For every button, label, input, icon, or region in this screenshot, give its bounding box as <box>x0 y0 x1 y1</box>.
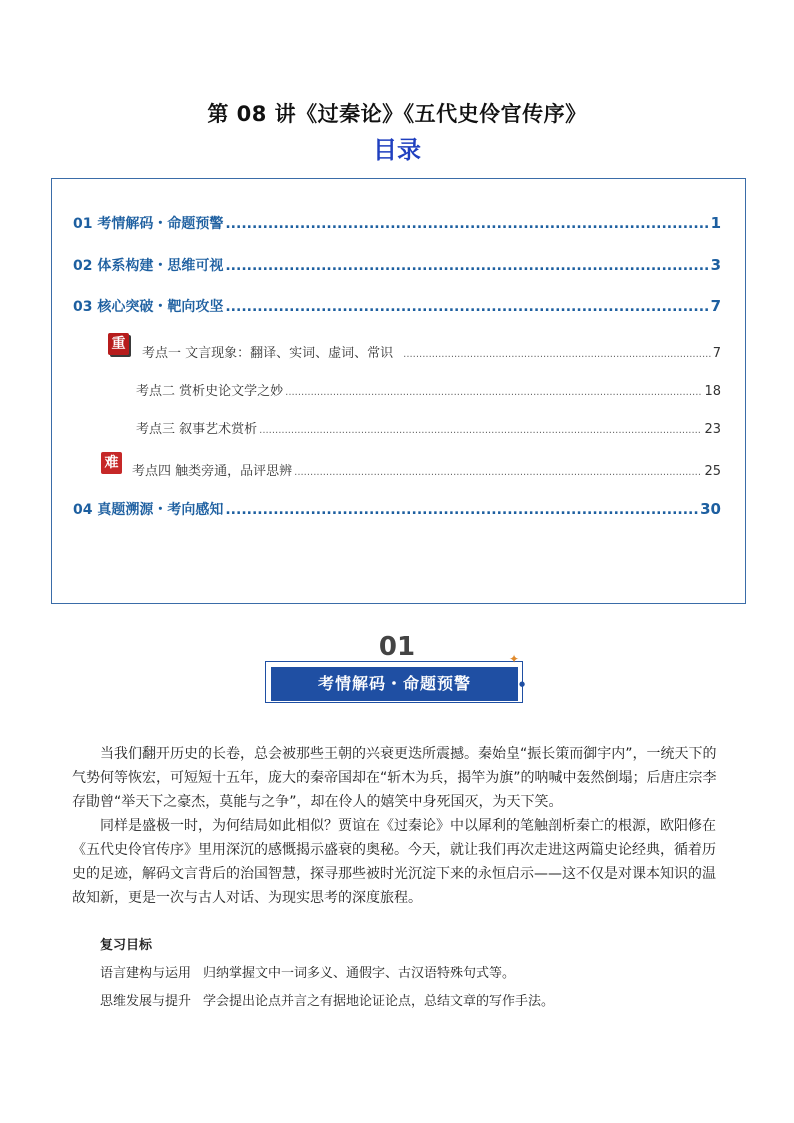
toc-item-02[interactable] <box>73 255 721 275</box>
sparkle-icon: ✦ <box>509 652 520 666</box>
review-goals-heading: 复习目标 <box>100 938 153 953</box>
toc-leader-dots <box>225 502 698 518</box>
toc-item-label: 01 考情解码・命题预警 <box>73 216 224 232</box>
toc-item-page: 30 <box>700 500 721 518</box>
page-title: 第 08 讲《过秦论》《五代史伶官传序》 <box>207 102 587 126</box>
review-goal-2 <box>100 990 554 1009</box>
toc-item-label: 考点一 文言现象：翻译、实词、虚词、常识 <box>142 346 394 361</box>
toc-item-04[interactable] <box>73 499 721 519</box>
section-banner: 考情解码・命题预警 <box>271 667 518 701</box>
toc-leader-dots <box>225 299 708 315</box>
toc-item-label: 04 真题溯源・考向感知 <box>73 502 224 518</box>
toc-item-page: 18 <box>704 384 721 399</box>
toc-item-01[interactable] <box>73 213 721 233</box>
toc-item-03[interactable] <box>73 296 721 316</box>
difficult-point-badge: 难 <box>101 452 122 474</box>
toc-item-page: 25 <box>704 464 721 479</box>
section-number: 01 <box>378 632 416 662</box>
toc-item-label: 03 核心突破・靶向攻坚 <box>73 299 224 315</box>
toc-item-label: 02 体系构建・思维可视 <box>73 258 224 274</box>
toc-leader-dots <box>403 349 711 360</box>
toc-subitem-2[interactable] <box>136 380 721 399</box>
toc-subitem-3[interactable] <box>136 418 721 437</box>
toc-leader-dots <box>259 425 702 436</box>
toc-item-label: 考点二 赏析史论文学之妙 <box>136 384 284 399</box>
toc-item-page: 1 <box>710 214 721 232</box>
toc-subitem-4[interactable] <box>132 460 721 479</box>
toc-item-page: 7 <box>710 297 721 315</box>
toc-item-page: 7 <box>712 346 721 361</box>
toc-heading: 目录 <box>373 136 421 164</box>
toc-leader-dots <box>285 387 702 398</box>
intro-paragraph-2: 同样是盛极一时，为何结局如此相似？贾谊在《过秦论》中以犀利的笔触剖析秦亡的根源，欧阳修在《五代史伶官传序》里用深沉的感慨揭示盛衰的奥秘。今天，就让我们再次走进这两篇史论经典，循着历史的足迹，解码文言背后的治国智慧，探寻那些被时光沉淀下来的永恒启示——这不仅是对课本知识的温故知新，更是一次与古人对话、为现实思考的深度旅程。 <box>72 818 716 906</box>
toc-item-label: 考点四 触类旁通，品评思辨 <box>132 464 293 479</box>
review-goal-key: 思维发展与提升 <box>100 994 192 1009</box>
toc-item-label: 考点三 叙事艺术赏析 <box>136 422 258 437</box>
toc-item-page: 3 <box>710 256 721 274</box>
toc-subitem-1[interactable] <box>142 342 721 361</box>
review-goal-text: 学会提出论点并言之有据地论证论点，总结文章的写作手法。 <box>203 994 555 1009</box>
toc-item-page: 23 <box>704 422 721 437</box>
toc-leader-dots <box>294 467 702 478</box>
intro-paragraph-1: 当我们翻开历史的长卷，总会被那些王朝的兴衰更迭所震撼。秦始皇“振长策而御宇内”，一统天下的气势何等恢宏，可短短十五年，庞大的秦帝国却在“斩木为兵，揭竿为旗”的呐喊中轰然倒塌；后唐庄宗李存勖曾“举天下之豪杰，莫能与之争”，却在伶人的嬉笑中身死国灭，为天下笑。 <box>72 746 717 810</box>
review-goal-1 <box>100 962 515 981</box>
toc-leader-dots <box>225 216 708 232</box>
key-point-badge: 重 <box>108 333 129 355</box>
review-goal-text: 归纳掌握文中一词多义、通假字、古汉语特殊句式等。 <box>203 966 516 981</box>
dot-icon: ● <box>519 680 526 688</box>
toc-leader-dots <box>225 258 708 274</box>
review-goal-key: 语言建构与运用 <box>100 966 192 981</box>
